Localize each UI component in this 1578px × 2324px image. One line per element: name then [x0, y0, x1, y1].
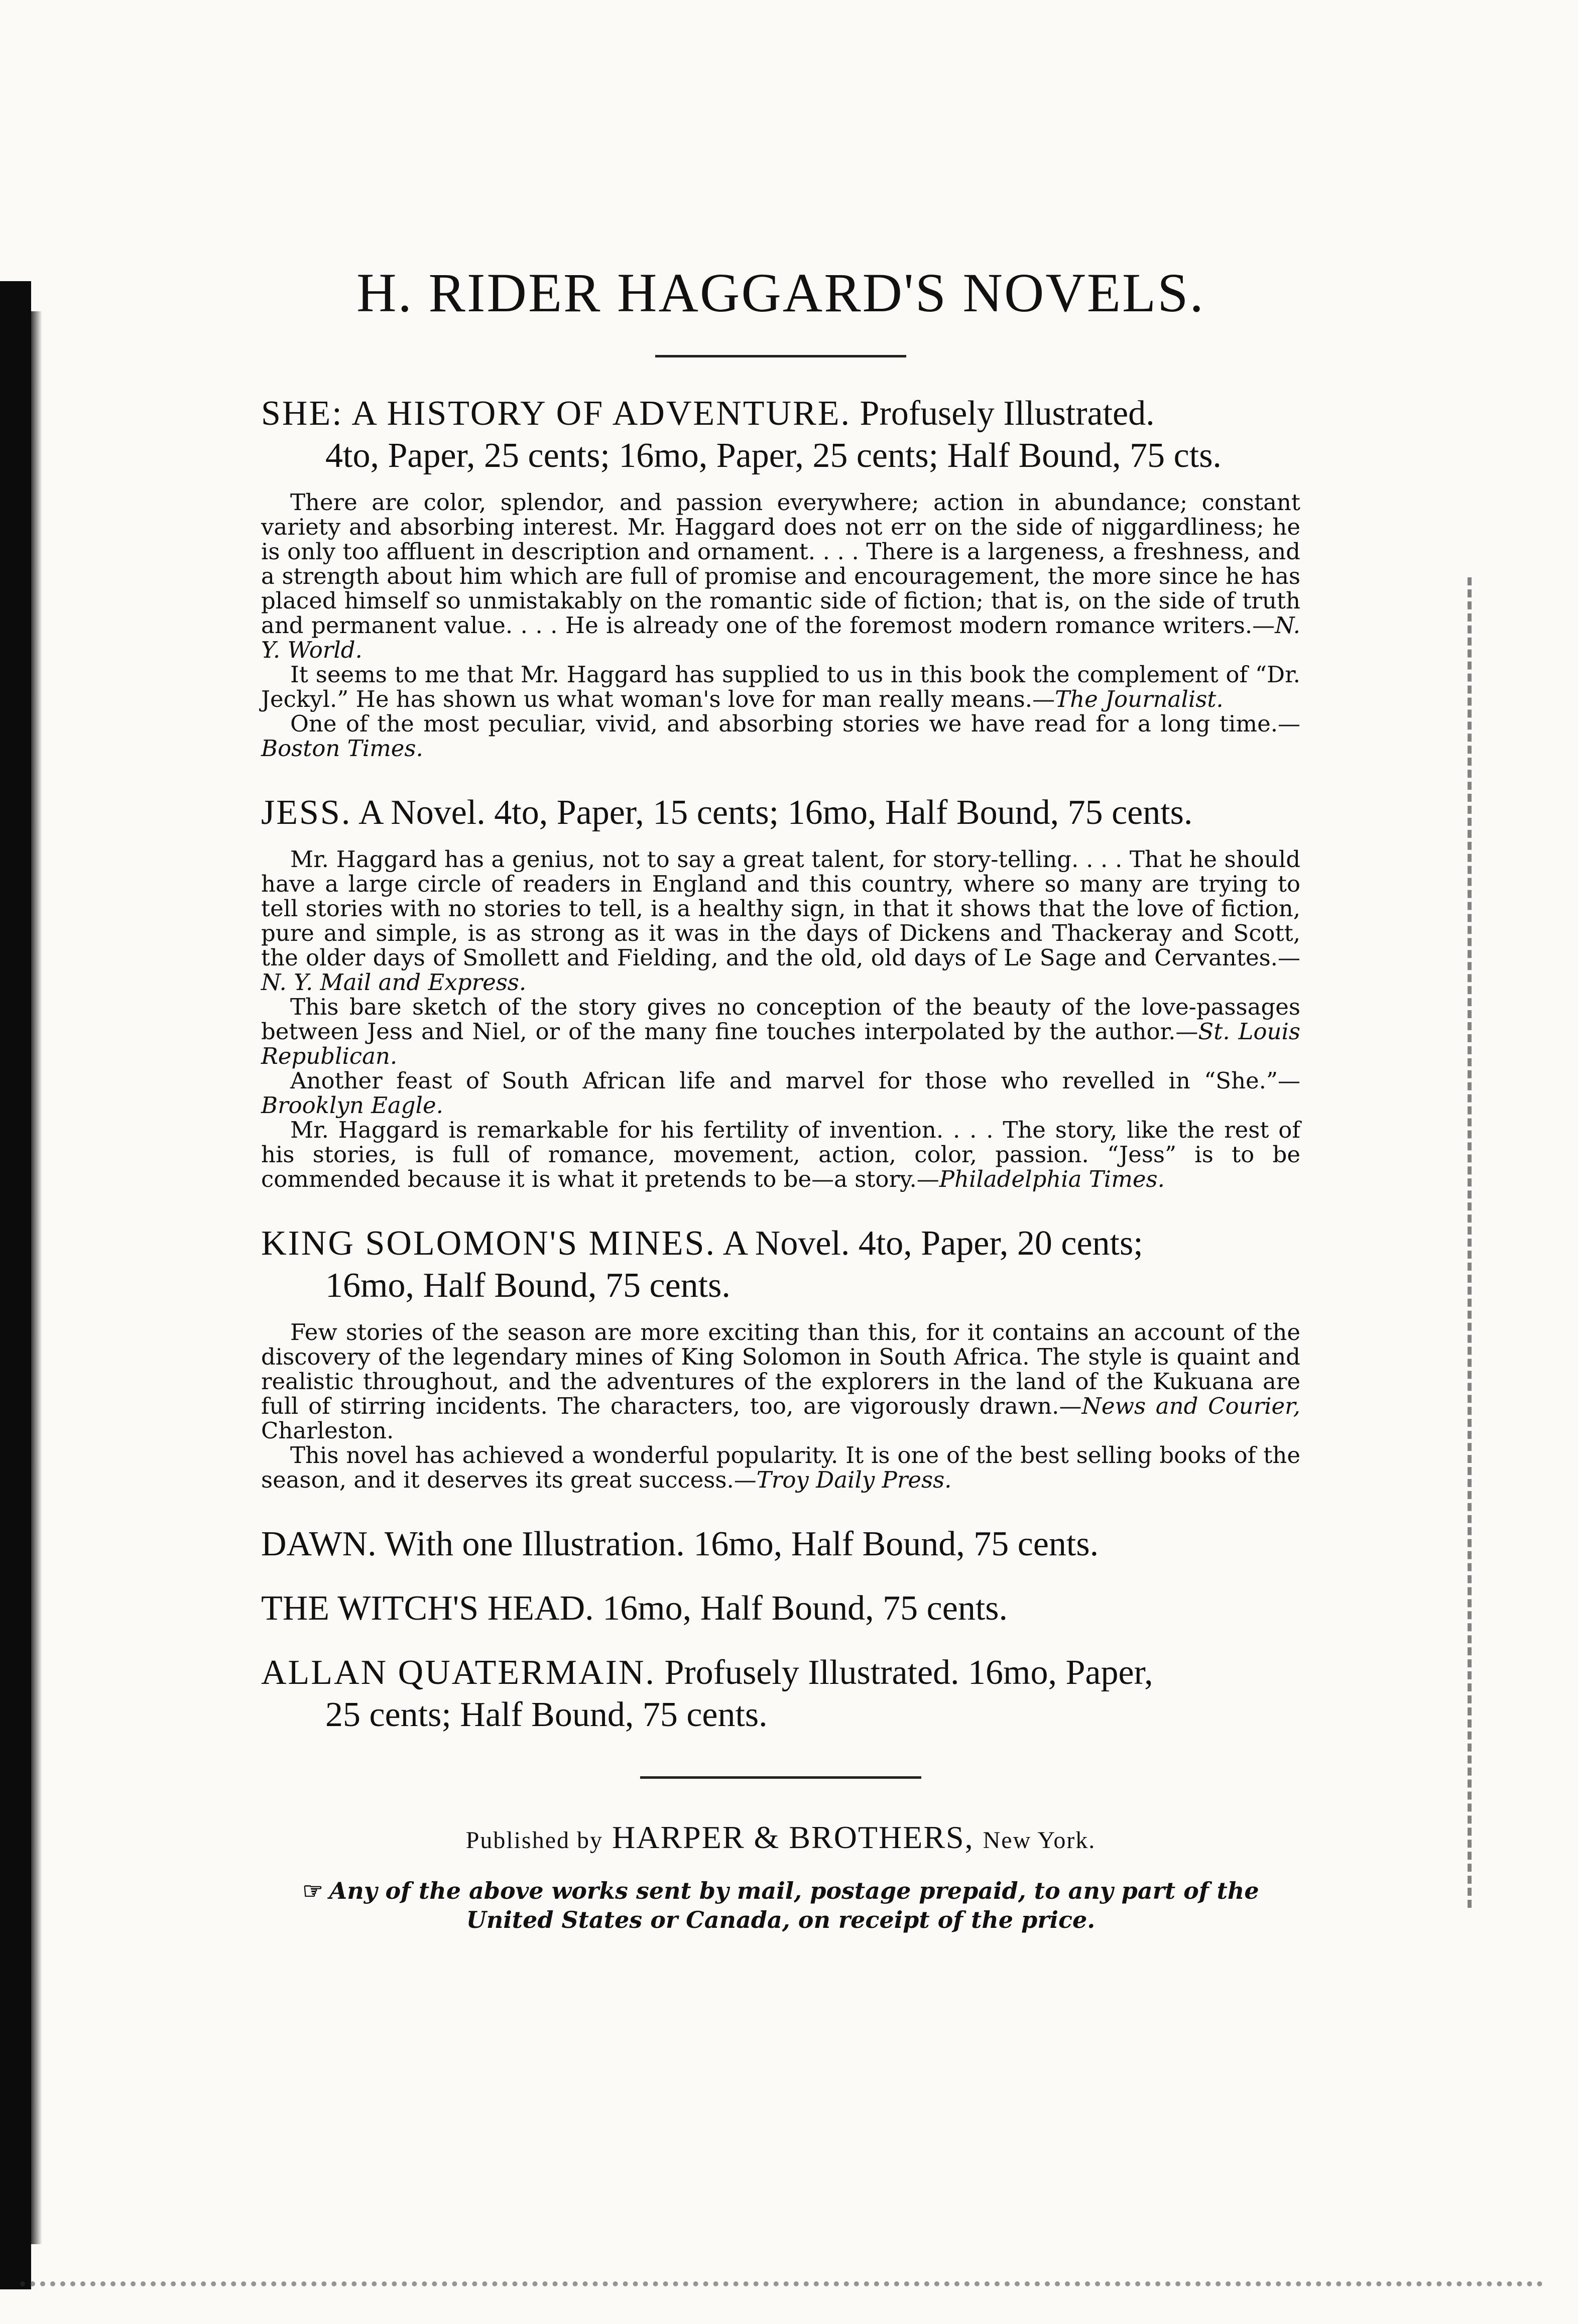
- book-title: DAWN.: [261, 1525, 377, 1563]
- book-details-cont: 4to, Paper, 25 cents; 16mo, Paper, 25 cents; Half Bound, 75 cts.: [325, 436, 1222, 475]
- book-heading: [261, 1523, 1300, 1565]
- review-text: Mr. Haggard has a genius, not to say a great talent, for story-telling. . . . That he should have a large circle of readers in England and this country, where so many are trying to tell stories with no stories to tell, is a healthy sign, in that it shows that the love of fiction, pure and simple, is as strong as it was in the days of Dickens and Thackeray and Scott, the older days of Smollett and Fielding, and the old, old days of Le Sage and Cervantes.—: [261, 846, 1300, 971]
- scan-edge-left: [0, 281, 31, 2289]
- review-source: Philadelphia Times.: [939, 1166, 1165, 1192]
- review-source: Troy Daily Press.: [756, 1466, 952, 1493]
- review-source: N. Y. World.: [261, 612, 1300, 663]
- publisher-line: [261, 1819, 1300, 1856]
- title-rule: [655, 355, 906, 357]
- review-text: One of the most peculiar, vivid, and absorbing stories we have read for a long time.—: [290, 710, 1300, 737]
- mail-order-note: [261, 1876, 1300, 1934]
- pointing-hand-icon: ☞: [302, 1877, 323, 1904]
- book-details-cont: 25 cents; Half Bound, 75 cents.: [325, 1695, 768, 1734]
- page-title: H. RIDER HAGGARD'S NOVELS.: [356, 262, 1205, 323]
- review-text: This novel has achieved a wonderful popularity. It is one of the best selling books of the season, and it deserves its great success.—: [261, 1442, 1300, 1493]
- book-entry-allan-quatermain: [261, 1652, 1300, 1736]
- publisher-name: HARPER & BROTHERS,: [612, 1819, 974, 1855]
- review-quote: [261, 662, 1300, 711]
- publisher-prefix: Published by: [465, 1827, 603, 1854]
- review-text: Mr. Haggard is remarkable for his fertility of invention. . . . The story, like the rest of his stories, is full of romance, movement, action, color, passion. “Jess” is to be commended because it is what it pretends to be—a story.—: [261, 1117, 1300, 1192]
- book-heading: [261, 1587, 1300, 1630]
- mail-order-text: Any of the above works sent by mail, postage prepaid, to any part of the United States or Canada, on receipt of the price.: [329, 1877, 1259, 1933]
- book-title: ALLAN QUATERMAIN.: [261, 1653, 656, 1692]
- review-source: N. Y. Mail and Express.: [261, 969, 527, 996]
- review-text: Another feast of South African life and marvel for those who revelled in “She.”—: [290, 1067, 1300, 1094]
- book-details-cont: 16mo, Half Bound, 75 cents.: [325, 1266, 731, 1305]
- book-heading: [261, 1222, 1300, 1307]
- reviews: [261, 847, 1300, 1191]
- book-details: Profusely Illustrated.: [860, 394, 1155, 433]
- review-source: Brooklyn Eagle.: [261, 1092, 443, 1119]
- review-quote: [261, 1118, 1300, 1191]
- review-quote: [261, 1320, 1300, 1443]
- review-text: Few stories of the season are more exciting than this, for it contains an account of the discovery of the legendary mines of King Solomon in South Africa. The style is quaint and realistic throughout, and the adventures of the explorers in the land of the Kukuana are full of stirring incidents. The characters, too, are vigorously drawn.—: [261, 1319, 1300, 1419]
- book-entry-jess: [261, 792, 1300, 1191]
- publisher-city: New York.: [983, 1827, 1096, 1854]
- review-text: This bare sketch of the story gives no conception of the beauty of the love-passages between Jess and Niel, or of the many fine touches interpolated by the author.—: [261, 994, 1300, 1045]
- reviews: [261, 1320, 1300, 1492]
- book-entry-witchs-head: [261, 1587, 1300, 1630]
- scan-edge-left-shadow: [31, 311, 42, 2244]
- review-quote: [261, 847, 1300, 995]
- review-source: St. Louis Republican.: [261, 1018, 1300, 1069]
- book-title: SHE: A HISTORY OF ADVENTURE.: [261, 394, 851, 433]
- book-details: Profusely Illustrated. 16mo, Paper,: [664, 1653, 1153, 1692]
- book-entry-she: [261, 393, 1300, 761]
- book-heading: [261, 1652, 1300, 1736]
- book-title: JESS.: [261, 793, 352, 832]
- review-quote: [261, 711, 1300, 761]
- review-source: The Journalist.: [1055, 686, 1224, 712]
- review-source: Boston Times.: [261, 735, 423, 762]
- review-source-tail: Charleston.: [261, 1417, 394, 1444]
- book-details: A Novel. 4to, Paper, 20 cents;: [722, 1224, 1143, 1263]
- book-entry-king-solomons-mines: [261, 1222, 1300, 1492]
- review-quote: [261, 995, 1300, 1068]
- book-title: THE WITCH'S HEAD.: [261, 1589, 594, 1628]
- book-heading: [261, 393, 1300, 477]
- review-quote: [261, 1068, 1300, 1118]
- review-quote: [261, 1443, 1300, 1492]
- book-title: KING SOLOMON'S MINES.: [261, 1224, 716, 1263]
- book-heading: [261, 792, 1300, 834]
- advertisement-page: [261, 241, 1300, 1934]
- book-entry-dawn: [261, 1523, 1300, 1565]
- book-details: 16mo, Half Bound, 75 cents.: [602, 1589, 1008, 1628]
- book-details: With one Illustration. 16mo, Half Bound, 75 cents.: [384, 1525, 1099, 1563]
- review-text: There are color, splendor, and passion everywhere; action in abundance; constant variety and absorbing interest. Mr. Haggard does not err on the side of niggardliness; he is only too affluent in description and ornament. . . . There is a largeness, a freshness, and a strength about him which are full of promise and encouragement, the more since he has placed himself so unmistakably on the romantic side of fiction; that is, on the side of truth and permanent value. . . . He is already one of the foremost modern romance writers.—: [261, 489, 1300, 639]
- review-text: It seems to me that Mr. Haggard has supplied to us in this book the complement of “Dr. Jeckyl.” He has shown us what woman's love for man really means.—: [261, 661, 1300, 712]
- book-details: A Novel. 4to, Paper, 15 cents; 16mo, Half Bound, 75 cents.: [358, 793, 1193, 832]
- scan-edge-right: [1463, 577, 1472, 1908]
- publisher-rule: [640, 1776, 921, 1779]
- review-quote: [261, 490, 1300, 662]
- review-source: News and Courier,: [1081, 1393, 1300, 1419]
- scan-bottom-noise: [20, 2268, 1543, 2286]
- reviews: [261, 490, 1300, 761]
